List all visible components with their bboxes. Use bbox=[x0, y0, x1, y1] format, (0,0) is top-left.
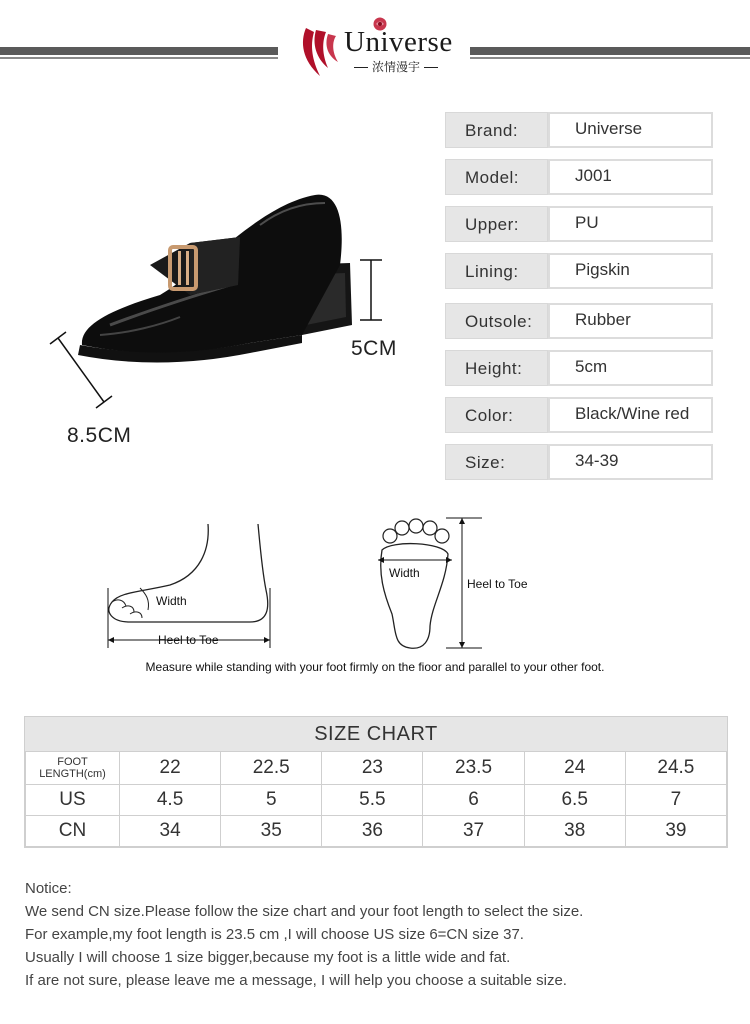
side-width-label: Width bbox=[156, 594, 187, 608]
size-chart bbox=[24, 716, 728, 848]
spec-row-outsole bbox=[445, 303, 713, 339]
row-header-foot-length: FOOT LENGTH(cm) bbox=[26, 752, 120, 785]
table-cell: 7 bbox=[625, 785, 726, 816]
spec-row-color bbox=[445, 397, 713, 433]
table-cell: 23 bbox=[322, 752, 423, 785]
table-cell: 4.5 bbox=[120, 785, 221, 816]
table-row bbox=[26, 785, 727, 816]
spec-value: Universe bbox=[548, 112, 713, 148]
spec-row-brand bbox=[445, 112, 713, 148]
table-cell: 24 bbox=[524, 752, 625, 785]
notice-line: We send CN size.Please follow the size chart and your foot length to select the size. bbox=[25, 903, 584, 920]
spec-label: Upper: bbox=[445, 206, 548, 242]
row-header-cn: CN bbox=[26, 816, 120, 847]
spec-label: Brand: bbox=[445, 112, 548, 148]
header-bar-left bbox=[0, 47, 278, 55]
table-cell: 5.5 bbox=[322, 785, 423, 816]
spec-label: Model: bbox=[445, 159, 548, 195]
table-cell: 22 bbox=[120, 752, 221, 785]
spec-label: Color: bbox=[445, 397, 548, 433]
logo-mark-icon bbox=[298, 20, 348, 80]
measure-instruction: Measure while standing with your foot firmly on the fioor and parallel to your other foot. bbox=[145, 660, 605, 674]
table-row bbox=[26, 816, 727, 847]
length-dimension-line bbox=[44, 330, 114, 410]
table-row bbox=[26, 752, 727, 785]
table-cell: 6 bbox=[423, 785, 524, 816]
table-cell: 37 bbox=[423, 816, 524, 847]
spec-label: Outsole: bbox=[445, 303, 548, 339]
spec-value: Rubber bbox=[548, 303, 713, 339]
table-cell: 34 bbox=[120, 816, 221, 847]
table-cell: 38 bbox=[524, 816, 625, 847]
header-bar-right bbox=[470, 47, 750, 55]
spec-label: Height: bbox=[445, 350, 548, 386]
notice-line: For example,my foot length is 23.5 cm ,I will choose US size 6=CN size 37. bbox=[25, 926, 524, 943]
spec-value: Pigskin bbox=[548, 253, 713, 289]
length-dimension-label: 8.5CM bbox=[67, 424, 132, 447]
brand-logo-subtitle: 浓情漫宇 bbox=[344, 58, 448, 75]
heel-dimension-label: 5CM bbox=[351, 337, 397, 360]
spec-value: 5cm bbox=[548, 350, 713, 386]
sole-width-label: Width bbox=[389, 566, 420, 580]
side-heel-to-toe-label: Heel to Toe bbox=[158, 633, 219, 647]
heel-dimension-line bbox=[356, 256, 386, 326]
notice-line: Usually I will choose 1 size bigger,because my foot is a little wide and fat. bbox=[25, 949, 511, 966]
sole-heel-to-toe-label: Heel to Toe bbox=[467, 577, 528, 591]
table-cell: 22.5 bbox=[221, 752, 322, 785]
spec-row-model bbox=[445, 159, 713, 195]
table-cell: 39 bbox=[625, 816, 726, 847]
spec-row-size bbox=[445, 444, 713, 480]
notice-section bbox=[25, 877, 583, 992]
notice-line: If are not sure, please leave me a message, I will help you choose a suitable size. bbox=[25, 972, 567, 989]
spec-value: Black/Wine red bbox=[548, 397, 713, 433]
spec-row-upper bbox=[445, 206, 713, 242]
table-cell: 23.5 bbox=[423, 752, 524, 785]
table-cell: 36 bbox=[322, 816, 423, 847]
table-cell: 35 bbox=[221, 816, 322, 847]
table-cell: 5 bbox=[221, 785, 322, 816]
spec-value: J001 bbox=[548, 159, 713, 195]
row-header-us: US bbox=[26, 785, 120, 816]
foot-side-diagram bbox=[100, 520, 280, 650]
spec-label: Lining: bbox=[445, 253, 548, 289]
table-cell: 6.5 bbox=[524, 785, 625, 816]
spec-value: PU bbox=[548, 206, 713, 242]
size-chart-title: SIZE CHART bbox=[25, 717, 727, 751]
brand-logo-text: Universe bbox=[344, 26, 453, 58]
size-chart-table bbox=[25, 751, 727, 847]
table-cell: 24.5 bbox=[625, 752, 726, 785]
notice-title: Notice: bbox=[25, 880, 72, 897]
spec-label: Size: bbox=[445, 444, 548, 480]
spec-row-lining bbox=[445, 253, 713, 289]
spec-value: 34-39 bbox=[548, 444, 713, 480]
spec-row-height bbox=[445, 350, 713, 386]
